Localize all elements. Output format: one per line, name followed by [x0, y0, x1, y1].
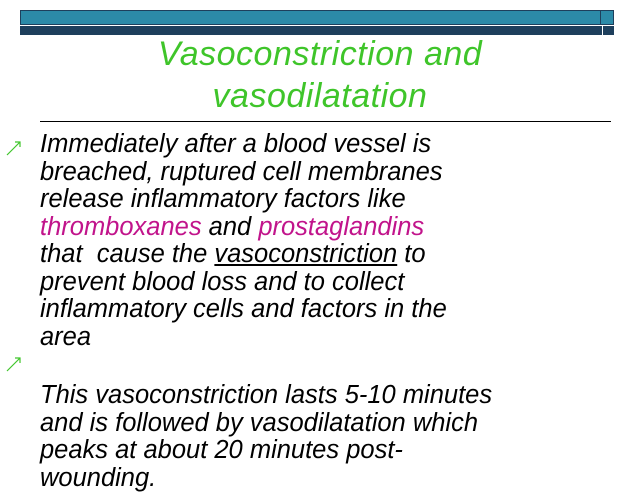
bullet-2-line-2: and is followed by vasodilatation which: [40, 408, 479, 437]
underlined-vasoconstriction: vasoconstriction: [214, 240, 398, 268]
highlight-thromboxanes: thromboxanes: [40, 212, 202, 241]
bullet-paragraph-1: [40, 131, 630, 351]
bullet-1-line-4-mid: and: [201, 212, 259, 241]
slide-title-line-1: Vasoconstriction and: [157, 35, 483, 73]
arrow-up-right-icon: [6, 356, 22, 372]
header-subbar-cap: [603, 26, 614, 35]
bullet-1-line-2: breached, ruptured cell membranes: [40, 157, 443, 186]
title-divider: [40, 121, 611, 122]
bullet-2-line-1: This vasoconstriction lasts 5-10 minutes: [40, 381, 493, 409]
bullet-2-line-4: wounding.: [40, 463, 157, 492]
slide-title-line-2: vasodilatation: [212, 77, 428, 115]
header-bar: [20, 10, 602, 25]
bullet-1-line-5-pre: that cause the: [40, 240, 215, 268]
bullet-1-line-3: release inflammatory factors like: [40, 185, 406, 213]
bullet-2-line-3: peaks at about 20 minutes post-: [40, 436, 403, 464]
highlight-prostaglandins: prostaglandins: [258, 212, 425, 241]
bullet-1-line-5-post: to: [397, 240, 426, 268]
arrow-up-right-icon: [6, 140, 22, 156]
bullet-1-line-8: area: [40, 322, 92, 351]
bullet-1-line-6: prevent blood loss and to collect: [40, 267, 405, 296]
slide-title: [120, 33, 520, 117]
bullet-1-line-1: Immediately after a blood vessel is: [40, 130, 432, 158]
bullet-1-line-7: inflammatory cells and factors in the: [40, 295, 447, 323]
header-bar-cap: [600, 10, 614, 25]
bullet-paragraph-2: [40, 382, 630, 492]
